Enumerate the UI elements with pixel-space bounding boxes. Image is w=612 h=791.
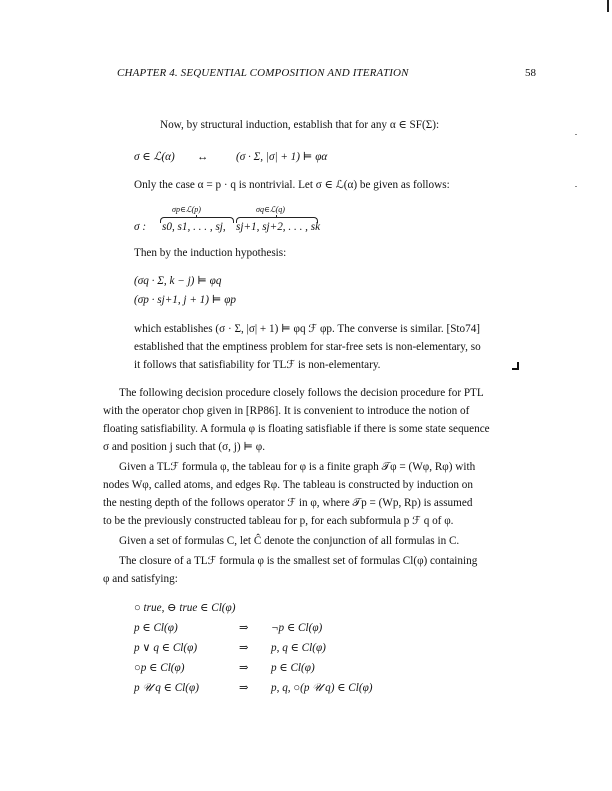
brace-left-label: σp∈ℒ(p)	[172, 205, 201, 214]
closure-rule-5-arrow: ⇒	[239, 682, 249, 694]
closure-rule-4-left: ○p ∈ Cl(φ)	[134, 662, 185, 674]
hypothesis-intro: Then by the induction hypothesis:	[134, 247, 287, 259]
para1-line-2: with the operator chop given in [RP86]. It is convenient to introduce the notion of	[103, 405, 470, 417]
scan-mark-top	[607, 0, 609, 12]
para1-line-4: σ and position j such that (σ, j) ⊨ φ.	[103, 441, 266, 453]
closure-rule-2-right: ¬p ∈ Cl(φ)	[271, 622, 323, 634]
closure-rule-3-right: p, q ∈ Cl(φ)	[271, 642, 326, 654]
hypothesis-1: (σq · Σ, k − j) ⊨ φq	[134, 275, 222, 287]
scan-mark-right-1	[575, 134, 577, 135]
para2-line-3: the nesting depth of the follows operator ℱ in φ, where 𝒯p = (Wp, Rp) is assumed	[103, 497, 473, 509]
para1-line-1: The following decision procedure closely follows the decision procedure for PTL	[119, 387, 484, 399]
para1-line-3: floating satisfiability. A formula φ is floating satisfiable if there is some state sequence	[103, 423, 490, 435]
conclusion-line-2: established that the emptiness problem for star-free sets is non-elementary, so	[134, 341, 481, 353]
equivalence-arrow: ↔	[197, 151, 209, 163]
page-number: 58	[525, 67, 536, 79]
sequence-left: s0, s1, . . . , sj,	[162, 221, 226, 233]
para2-line-1: Given a TLℱ formula φ, the tableau for φ is a finite graph 𝒯φ = (Wφ, Rφ) with	[119, 461, 476, 473]
scan-mark-right-2	[575, 186, 577, 187]
closure-rule-4-arrow: ⇒	[239, 662, 249, 674]
proof-intro: Now, by structural induction, establish that for any α ∈ SF(Σ):	[160, 119, 440, 131]
conclusion-line-1: which establishes (σ · Σ, |σ| + 1) ⊨ φq ℱ φp. The converse is similar. [Sto74]	[134, 323, 481, 335]
closure-rule-4-right: p ∈ Cl(φ)	[271, 662, 315, 674]
closure-rule-2-left: p ∈ Cl(φ)	[134, 622, 178, 634]
closure-rule-3-left: p ∨ q ∈ Cl(φ)	[134, 642, 198, 654]
sequence-label: σ :	[134, 221, 147, 233]
para3-line-1: Given a set of formulas C, let Ĉ denote the conjunction of all formulas in C.	[119, 535, 460, 547]
para2-line-4: to be the previously constructed tableau for p, for each subformula p ℱ q of φ.	[103, 515, 454, 527]
sequence-right: sj+1, sj+2, . . . , sk	[236, 221, 321, 233]
running-header: CHAPTER 4. SEQUENTIAL COMPOSITION AND ITERATION	[117, 67, 409, 79]
equivalence-right: (σ · Σ, |σ| + 1) ⊨ φα	[236, 151, 328, 163]
closure-rule-5-right: p, q, ○(p 𝒰 q) ∈ Cl(φ)	[271, 682, 373, 694]
closure-rule-2-arrow: ⇒	[239, 622, 249, 634]
qed-mark	[512, 362, 519, 370]
closure-rule-5-left: p 𝒰 q ∈ Cl(φ)	[134, 682, 199, 694]
equivalence-left: σ ∈ ℒ(α)	[134, 151, 175, 163]
conclusion-line-3: it follows that satisfiability for TLℱ is non-elementary.	[134, 359, 381, 371]
closure-rule-3-arrow: ⇒	[239, 642, 249, 654]
hypothesis-2: (σp · sj+1, j + 1) ⊨ φp	[134, 294, 236, 306]
para4-line-1: The closure of a TLℱ formula φ is the smallest set of formulas Cl(φ) containing	[119, 555, 478, 567]
para2-line-2: nodes Wφ, called atoms, and edges Rφ. The tableau is constructed by induction on	[103, 479, 473, 491]
brace-right-label: σq∈ℒ(q)	[256, 205, 285, 214]
para4-line-2: φ and satisfying:	[103, 573, 178, 585]
only-case-line: Only the case α = p · q is nontrivial. Let σ ∈ ℒ(α) be given as follows:	[134, 179, 450, 191]
closure-rule-1-left: ○ true, ⊖ true ∈ Cl(φ)	[134, 602, 236, 614]
